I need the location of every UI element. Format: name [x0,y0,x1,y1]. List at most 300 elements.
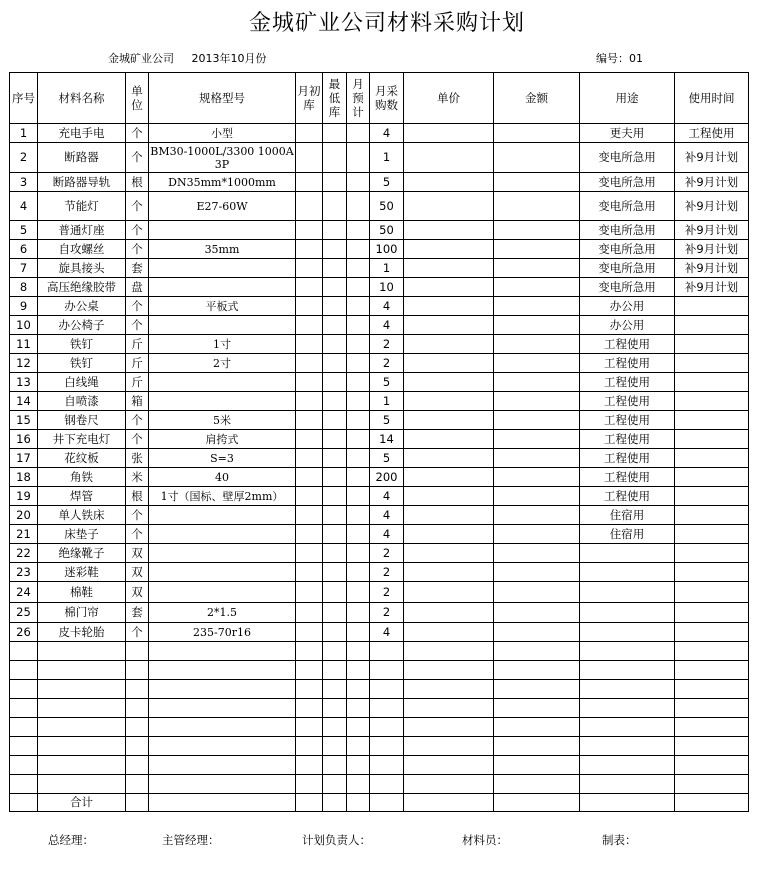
empty-cell [149,737,296,756]
cell-qty: 2 [370,563,404,582]
cell-month-start [296,468,323,487]
cell-amount [494,563,580,582]
cell-usage: 工程使用 [580,373,675,392]
cell-price [404,373,494,392]
cell-name: 节能灯 [38,192,126,221]
cell-time: 补9月计划 [675,192,749,221]
header-time: 使用时间 [675,73,749,124]
cell-name: 钢卷尺 [38,411,126,430]
cell-price [404,449,494,468]
total-cell [296,794,323,812]
cell-name: 花纹板 [38,449,126,468]
cell-min-stock [323,487,347,506]
cell-time: 补9月计划 [675,143,749,173]
footer-planner: 计划负责人： [302,833,371,847]
cell-amount [494,221,580,240]
cell-month-start [296,544,323,563]
cell-name: 单人铁床 [38,506,126,525]
cell-unit: 个 [126,221,149,240]
cell-name: 铁钉 [38,354,126,373]
cell-spec: 1寸 [149,335,296,354]
total-cell [675,794,749,812]
cell-name: 充电手电 [38,124,126,143]
cell-usage [580,563,675,582]
cell-min-stock [323,335,347,354]
cell-seq: 18 [10,468,38,487]
cell-month-forecast [347,221,370,240]
cell-unit: 套 [126,603,149,623]
cell-time [675,563,749,582]
cell-min-stock [323,392,347,411]
empty-cell [675,718,749,737]
cell-amount [494,335,580,354]
empty-cell [347,642,370,661]
cell-name: 床垫子 [38,525,126,544]
empty-cell [149,775,296,794]
footer-preparer: 制表： [602,833,637,847]
cell-qty: 1 [370,392,404,411]
cell-seq: 26 [10,623,38,642]
period: 2013年10月份 [191,52,267,65]
empty-cell [675,642,749,661]
empty-cell [370,775,404,794]
cell-qty: 4 [370,506,404,525]
cell-unit: 箱 [126,392,149,411]
cell-unit: 个 [126,143,149,173]
table-row [10,603,749,623]
empty-cell [675,699,749,718]
cell-usage: 工程使用 [580,430,675,449]
cell-month-start [296,411,323,430]
cell-month-forecast [347,335,370,354]
cell-month-start [296,430,323,449]
cell-month-forecast [347,278,370,297]
cell-spec: 平板式 [149,297,296,316]
empty-cell [580,642,675,661]
cell-month-forecast [347,240,370,259]
empty-cell [580,737,675,756]
cell-spec: DN35mm*1000mm [149,173,296,192]
cell-month-forecast [347,354,370,373]
cell-price [404,316,494,335]
empty-cell [494,718,580,737]
cell-amount [494,582,580,603]
empty-cell [323,680,347,699]
cell-qty: 2 [370,354,404,373]
cell-usage: 工程使用 [580,354,675,373]
cell-name: 普通灯座 [38,221,126,240]
cell-qty: 4 [370,487,404,506]
cell-min-stock [323,623,347,642]
footer-materials: 材料员： [462,833,508,847]
cell-price [404,411,494,430]
cell-amount [494,411,580,430]
table-row [10,335,749,354]
cell-qty: 5 [370,449,404,468]
cell-price [404,468,494,487]
empty-cell [323,661,347,680]
cell-usage: 变电所急用 [580,221,675,240]
cell-month-forecast [347,143,370,173]
cell-usage: 工程使用 [580,468,675,487]
cell-name: 办公椅子 [38,316,126,335]
cell-min-stock [323,430,347,449]
table-row [10,124,749,143]
cell-month-start [296,582,323,603]
cell-spec: 40 [149,468,296,487]
cell-unit: 个 [126,297,149,316]
header-row [10,73,749,124]
cell-spec: 2寸 [149,354,296,373]
header-month-purchase: 月采购数 [370,73,404,124]
cell-price [404,297,494,316]
cell-min-stock [323,192,347,221]
empty-cell [38,642,126,661]
empty-cell [38,680,126,699]
cell-month-start [296,240,323,259]
cell-unit: 根 [126,487,149,506]
cell-seq: 6 [10,240,38,259]
cell-qty: 4 [370,623,404,642]
cell-price [404,240,494,259]
empty-cell [296,775,323,794]
cell-price [404,430,494,449]
cell-month-forecast [347,563,370,582]
empty-cell [347,680,370,699]
empty-row [10,642,749,661]
cell-name: 高压绝缘胶带 [38,278,126,297]
total-cell [126,794,149,812]
cell-usage: 住宿用 [580,525,675,544]
cell-price [404,525,494,544]
empty-cell [494,737,580,756]
cell-amount [494,278,580,297]
total-cell [149,794,296,812]
empty-cell [10,756,38,775]
cell-unit: 张 [126,449,149,468]
cell-month-start [296,221,323,240]
cell-min-stock [323,563,347,582]
table-body [10,124,749,812]
empty-cell [323,756,347,775]
cell-unit: 个 [126,525,149,544]
cell-month-forecast [347,192,370,221]
table-row [10,373,749,392]
cell-usage: 住宿用 [580,506,675,525]
empty-cell [404,775,494,794]
cell-price [404,392,494,411]
cell-spec [149,563,296,582]
empty-row [10,775,749,794]
cell-usage [580,603,675,623]
cell-spec [149,373,296,392]
cell-spec: 小型 [149,124,296,143]
cell-amount [494,124,580,143]
cell-name: 棉门帘 [38,603,126,623]
cell-month-start [296,335,323,354]
cell-price [404,173,494,192]
header-meta [108,50,267,66]
empty-cell [580,718,675,737]
empty-cell [149,718,296,737]
empty-row [10,737,749,756]
cell-name: 断路器 [38,143,126,173]
purchase-plan-table [9,72,749,812]
table-row [10,449,749,468]
cell-amount [494,354,580,373]
cell-spec [149,259,296,278]
cell-min-stock [323,240,347,259]
empty-cell [347,718,370,737]
cell-min-stock [323,603,347,623]
serial-number: 编号：01 [596,52,643,65]
cell-price [404,143,494,173]
cell-price [404,487,494,506]
cell-month-start [296,623,323,642]
cell-price [404,278,494,297]
cell-seq: 3 [10,173,38,192]
cell-unit: 个 [126,124,149,143]
cell-min-stock [323,221,347,240]
cell-spec [149,544,296,563]
cell-spec: 肩挎式 [149,430,296,449]
empty-cell [126,699,149,718]
table-row [10,221,749,240]
cell-qty: 10 [370,278,404,297]
cell-spec [149,221,296,240]
empty-cell [10,642,38,661]
cell-qty: 5 [370,373,404,392]
cell-qty: 5 [370,411,404,430]
cell-name: 皮卡轮胎 [38,623,126,642]
empty-cell [10,718,38,737]
cell-amount [494,603,580,623]
cell-unit: 米 [126,468,149,487]
cell-amount [494,192,580,221]
cell-spec [149,392,296,411]
empty-cell [10,775,38,794]
cell-unit: 双 [126,563,149,582]
empty-cell [149,642,296,661]
empty-cell [370,661,404,680]
empty-cell [494,775,580,794]
cell-qty: 50 [370,192,404,221]
cell-month-forecast [347,173,370,192]
cell-unit: 双 [126,582,149,603]
cell-name: 旋具接头 [38,259,126,278]
cell-month-forecast [347,487,370,506]
empty-cell [126,642,149,661]
cell-price [404,603,494,623]
cell-name: 白线绳 [38,373,126,392]
empty-cell [404,756,494,775]
empty-cell [10,680,38,699]
empty-cell [494,680,580,699]
cell-seq: 22 [10,544,38,563]
empty-cell [38,756,126,775]
empty-cell [580,756,675,775]
total-label: 合计 [38,794,126,812]
cell-seq: 11 [10,335,38,354]
empty-cell [347,775,370,794]
cell-spec: E27-60W [149,192,296,221]
cell-name: 棉鞋 [38,582,126,603]
cell-month-start [296,354,323,373]
cell-time [675,544,749,563]
cell-qty: 1 [370,259,404,278]
empty-cell [494,642,580,661]
cell-usage [580,544,675,563]
cell-seq: 9 [10,297,38,316]
total-cell [494,794,580,812]
cell-price [404,354,494,373]
total-cell [347,794,370,812]
empty-cell [370,680,404,699]
empty-cell [580,699,675,718]
cell-time [675,449,749,468]
cell-usage: 工程使用 [580,335,675,354]
empty-cell [675,756,749,775]
cell-min-stock [323,297,347,316]
empty-cell [370,642,404,661]
company-name: 金城矿业公司 [108,52,174,65]
cell-price [404,221,494,240]
cell-month-start [296,392,323,411]
cell-time: 补9月计划 [675,221,749,240]
cell-unit: 根 [126,173,149,192]
cell-unit: 个 [126,411,149,430]
empty-cell [296,699,323,718]
cell-usage: 工程使用 [580,449,675,468]
cell-usage: 变电所急用 [580,173,675,192]
empty-cell [404,699,494,718]
cell-amount [494,373,580,392]
table-row [10,354,749,373]
cell-spec: 235-70r16 [149,623,296,642]
cell-month-start [296,278,323,297]
empty-cell [10,661,38,680]
cell-month-start [296,449,323,468]
cell-month-start [296,603,323,623]
cell-usage: 变电所急用 [580,240,675,259]
empty-cell [126,775,149,794]
cell-time [675,468,749,487]
empty-cell [580,680,675,699]
cell-time [675,487,749,506]
cell-min-stock [323,373,347,392]
header-month-forecast: 月预计 [347,73,370,124]
cell-spec [149,316,296,335]
cell-month-forecast [347,449,370,468]
empty-cell [323,737,347,756]
table-row [10,278,749,297]
empty-row [10,756,749,775]
total-cell [580,794,675,812]
cell-time [675,335,749,354]
empty-cell [296,756,323,775]
table-row [10,430,749,449]
cell-unit: 套 [126,259,149,278]
empty-cell [126,737,149,756]
empty-cell [580,775,675,794]
cell-unit: 个 [126,430,149,449]
cell-month-forecast [347,392,370,411]
cell-min-stock [323,124,347,143]
cell-price [404,192,494,221]
cell-seq: 24 [10,582,38,603]
empty-cell [38,737,126,756]
header-month-start: 月初库 [296,73,323,124]
cell-month-forecast [347,582,370,603]
cell-month-start [296,525,323,544]
cell-usage [580,582,675,603]
table-row [10,411,749,430]
cell-usage: 办公用 [580,297,675,316]
table-row [10,582,749,603]
total-row [10,794,749,812]
cell-seq: 13 [10,373,38,392]
cell-time [675,392,749,411]
empty-cell [404,737,494,756]
table-row [10,468,749,487]
cell-unit: 盘 [126,278,149,297]
cell-seq: 10 [10,316,38,335]
cell-amount [494,506,580,525]
cell-time [675,373,749,392]
empty-cell [296,661,323,680]
cell-usage: 更夫用 [580,124,675,143]
header-name: 材料名称 [38,73,126,124]
empty-cell [296,642,323,661]
empty-cell [675,737,749,756]
cell-amount [494,240,580,259]
cell-month-forecast [347,373,370,392]
cell-name: 迷彩鞋 [38,563,126,582]
total-cell [404,794,494,812]
empty-cell [296,718,323,737]
cell-spec: BM30-1000L/3300 1000A 3P [150,144,294,171]
empty-cell [38,661,126,680]
empty-cell [126,680,149,699]
cell-unit: 斤 [126,354,149,373]
cell-usage: 变电所急用 [580,278,675,297]
cell-name: 绝缘靴子 [38,544,126,563]
cell-month-start [296,173,323,192]
empty-cell [494,661,580,680]
cell-spec: 35mm [149,240,296,259]
cell-usage: 变电所急用 [580,192,675,221]
cell-amount [494,544,580,563]
cell-qty: 1 [370,143,404,173]
header-amount: 金额 [494,73,580,124]
cell-name: 自攻螺丝 [38,240,126,259]
header-price: 单价 [404,73,494,124]
cell-unit: 个 [126,240,149,259]
cell-unit: 个 [126,192,149,221]
cell-min-stock [323,173,347,192]
empty-cell [10,737,38,756]
cell-month-forecast [347,259,370,278]
cell-seq: 17 [10,449,38,468]
cell-month-forecast [347,411,370,430]
cell-month-forecast [347,506,370,525]
empty-cell [404,680,494,699]
cell-min-stock [323,278,347,297]
empty-cell [149,699,296,718]
cell-time: 补9月计划 [675,278,749,297]
cell-amount [494,259,580,278]
cell-price [404,506,494,525]
